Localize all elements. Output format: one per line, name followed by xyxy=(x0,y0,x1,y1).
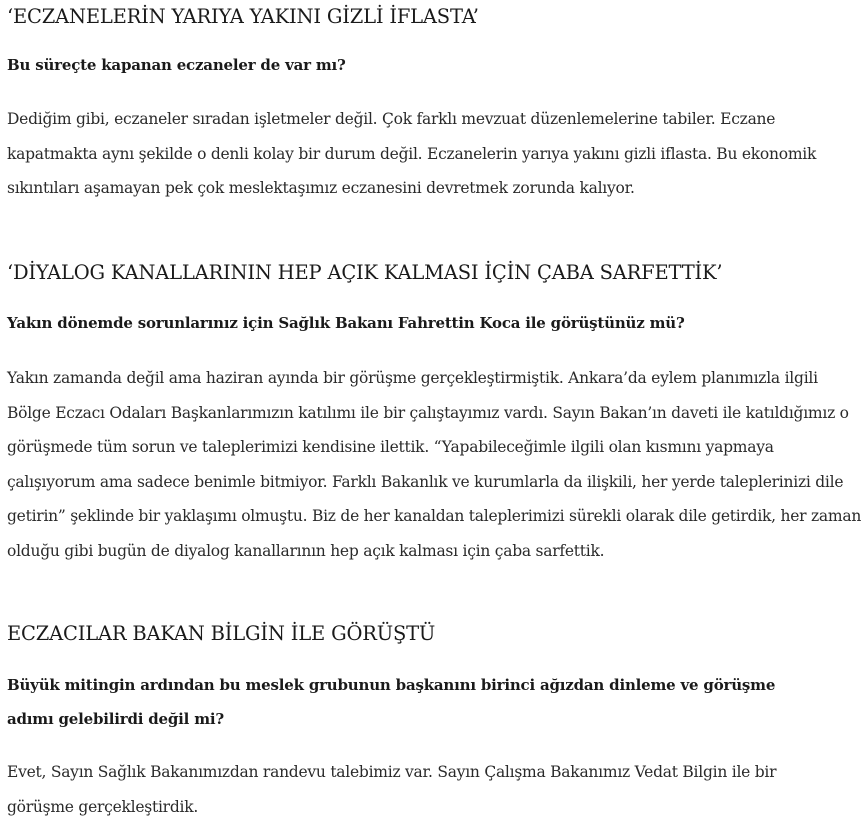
interview-question: Bu süreçte kapanan eczaneler de var mı? xyxy=(7,56,346,74)
section-heading: ‘DİYALOG KANALLARININ HEP AÇIK KALMASI İÇİN ÇABA SARFETTİK’ xyxy=(7,261,723,284)
interview-answer: Dediğim gibi, eczaneler sıradan işletmeler değil. Çok farklı mevzuat düzenlemelerine tabiler. Eczane kapatmakta aynı şekilde o denli kolay bir durum değil. Eczanelerin yarıya yakını gizli iflasta. Bu ekonomik sıkıntıları aşamayan pek çok meslektaşımız eczanesini devretmek zorunda kalıyor. xyxy=(7,110,817,197)
interview-answer: Yakın zamanda değil ama haziran ayında bir görüşme gerçekleştirmiştik. Ankara’da eylem planımızla ilgili Bölge Eczacı Odaları Başkanlarımızın katılımı ile bir çalıştayımız vardı. Sayın Bakan’ın daveti ile katıldığımız o görüşmede tüm sorun ve taleplerimizi kendisine ilettik. “Yapabileceğimle ilgili olan kısmını yapmaya çalışıyorum ama sadece benimle bitmiyor. Farklı Bakanlık ve kurumlarla da ilişkili, her yerde taleplerinizi dile getirin” şeklinde bir yaklaşımı olmuştu. Biz de her kanaldan taleplerimizi sürekli olarak dile getirdik, her zaman olduğu gibi bugün de diyalog kanallarının hep açık kalması için çaba sarfettik. xyxy=(7,369,862,560)
interview-answer: Evet, Sayın Sağlık Bakanımızdan randevu talebimiz var. Sayın Çalışma Bakanımız Vedat Bilgin ile bir görüşme gerçekleştirdik. xyxy=(7,763,777,816)
section-heading: ‘ECZANELERİN YARIYA YAKINI GİZLİ İFLASTA’ xyxy=(7,5,479,28)
interview-question: Büyük mitingin ardından bu meslek grubunun başkanını birinci ağızdan dinleme ve görüşme adımı gelebilirdi değil mi? xyxy=(7,676,776,728)
section-heading: ECZACILAR BAKAN BİLGİN İLE GÖRÜŞTÜ xyxy=(7,622,436,645)
interview-question: Yakın dönemde sorunlarınız için Sağlık Bakanı Fahrettin Koca ile görüştünüz mü? xyxy=(7,314,685,332)
